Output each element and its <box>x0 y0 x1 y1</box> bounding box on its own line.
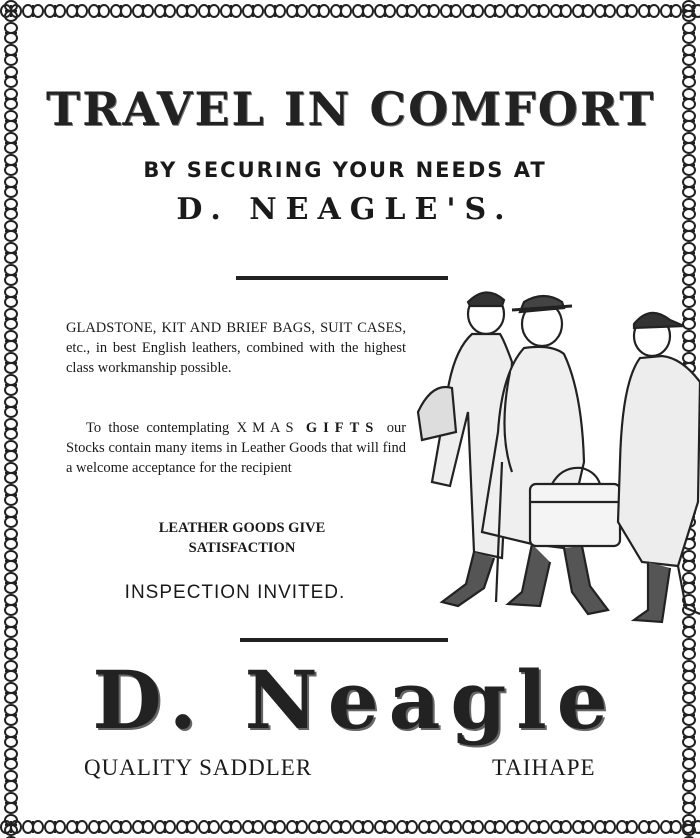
trade-title: QUALITY SADDLER <box>84 755 313 780</box>
shop-name: D. NEAGLE'S. <box>176 192 514 227</box>
inspection-invited: INSPECTION INVITED. <box>124 582 346 603</box>
decorative-border-left <box>0 0 22 838</box>
gift-paragraph <box>66 418 406 478</box>
product-description: GLADSTONE, KIT AND BRIEF BAGS, SUIT CASES, etc., in best English leathers, combined with the highest class workmanship possible. <box>66 320 406 376</box>
headline: TRAVEL IN COMFORT <box>46 82 656 136</box>
travellers-illustration <box>412 262 700 640</box>
gift-intro: To those contemplating <box>86 420 230 436</box>
satisfaction-slogan <box>100 518 384 558</box>
xmas-word: XMAS <box>236 420 299 436</box>
decorative-border-bottom <box>0 816 700 838</box>
decorative-border-top <box>0 0 700 22</box>
brand-name: D. Neagle <box>92 653 618 747</box>
gifts-word: GIFTS <box>305 420 380 436</box>
gift-rest: our Stocks contain many items in Leather Goods that will find a welcome acceptance for the recipient <box>66 420 407 476</box>
satisfaction-line-2: SATISFACTION <box>188 540 296 556</box>
subheadline: BY SECURING YOUR NEEDS AT <box>143 158 547 182</box>
satisfaction-line-1: LEATHER GOODS GIVE <box>158 520 326 536</box>
town-name: TAIHAPE <box>492 755 596 780</box>
